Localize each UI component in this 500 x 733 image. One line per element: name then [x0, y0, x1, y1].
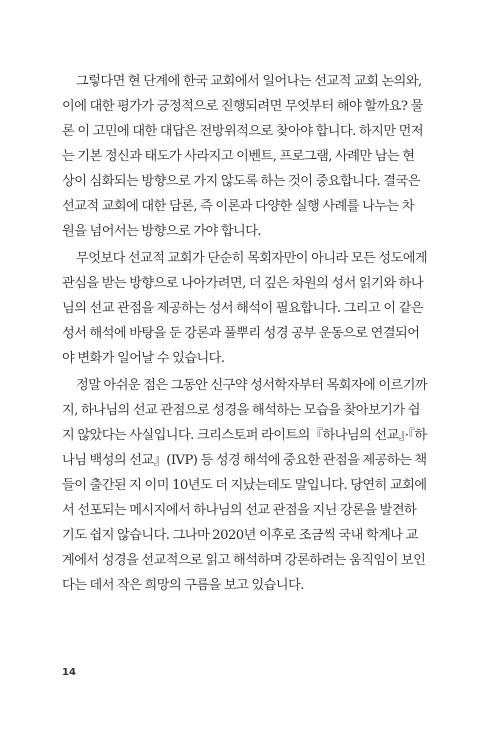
- text-line: 론 이 고민에 대한 대답은 전방위적으로 찾아야 합니다. 하지만 먼저: [62, 124, 424, 139]
- text-line: 원을 넘어서는 방향으로 가야 합니다.: [62, 224, 262, 239]
- paragraph-3: [62, 373, 440, 598]
- text-line: 야 변화가 일어날 수 있습니다.: [62, 351, 225, 366]
- text-line: 무엇보다 선교적 교회가 단순히 목회자만이 아니라 모든 성도에게: [76, 251, 428, 266]
- text-line: 기도 쉽지 않습니다. 그나마 2020년 이후로 조금씩 국내 학계나 교: [62, 528, 418, 543]
- text-line: 이에 대한 평가가 긍정적으로 진행되려면 무엇부터 해야 할까요? 물: [62, 99, 423, 114]
- text-line: 지 않았다는 사실입니다. 크리스토퍼 라이트의『하나님의 선교』·『하: [62, 428, 427, 443]
- text-line: 나님 백성의 선교』(IVP) 등 성경 해석에 중요한 관점을 제공하는 책: [62, 453, 427, 468]
- text-line: 정말 아쉬운 점은 그동안 신구약 성서학자부터 목회자에 이르기까: [76, 378, 428, 393]
- text-line: 계에서 성경을 선교적으로 읽고 해석하며 강론하려는 움직임이 보인: [62, 553, 426, 568]
- text-line: 들이 출간된 지 이미 10년도 더 지났는데도 말입니다. 당연히 교회에: [62, 478, 427, 493]
- text-line: 는 기본 정신과 태도가 사라지고 이벤트, 프로그램, 사례만 남는 현: [62, 149, 415, 164]
- paragraph-2: [62, 246, 440, 371]
- text-line: 선교적 교회에 대한 담론, 즉 이론과 다양한 실행 사례를 나누는 차: [62, 199, 414, 214]
- text-line: 그렇다면 현 단계에 한국 교회에서 일어나는 선교적 교회 논의와,: [76, 74, 422, 89]
- page-body-text: [62, 69, 440, 600]
- text-line: 성서 해석에 바탕을 둔 강론과 풀뿌리 성경 공부 운동으로 연결되어: [62, 326, 420, 341]
- text-line: 관심을 받는 방향으로 나아가려면, 더 깊은 차원의 성서 읽기와 하나: [62, 276, 424, 291]
- page-number: 14: [62, 667, 76, 678]
- text-line: 상이 심화되는 방향으로 가지 않도록 하는 것이 중요합니다. 결국은: [62, 174, 420, 189]
- paragraph-1: [62, 69, 440, 244]
- text-line: 지, 하나님의 선교 관점으로 성경을 해석하는 모습을 찾아보기가 쉽: [62, 403, 420, 418]
- text-line: 서 선포되는 메시지에서 하나님의 선교 관점을 지닌 강론을 발견하: [62, 503, 417, 518]
- text-line: 다는 데서 작은 희망의 구름을 보고 있습니다.: [62, 578, 304, 593]
- text-line: 님의 선교 관점을 제공하는 성서 해석이 필요합니다. 그리고 이 같은: [62, 301, 424, 316]
